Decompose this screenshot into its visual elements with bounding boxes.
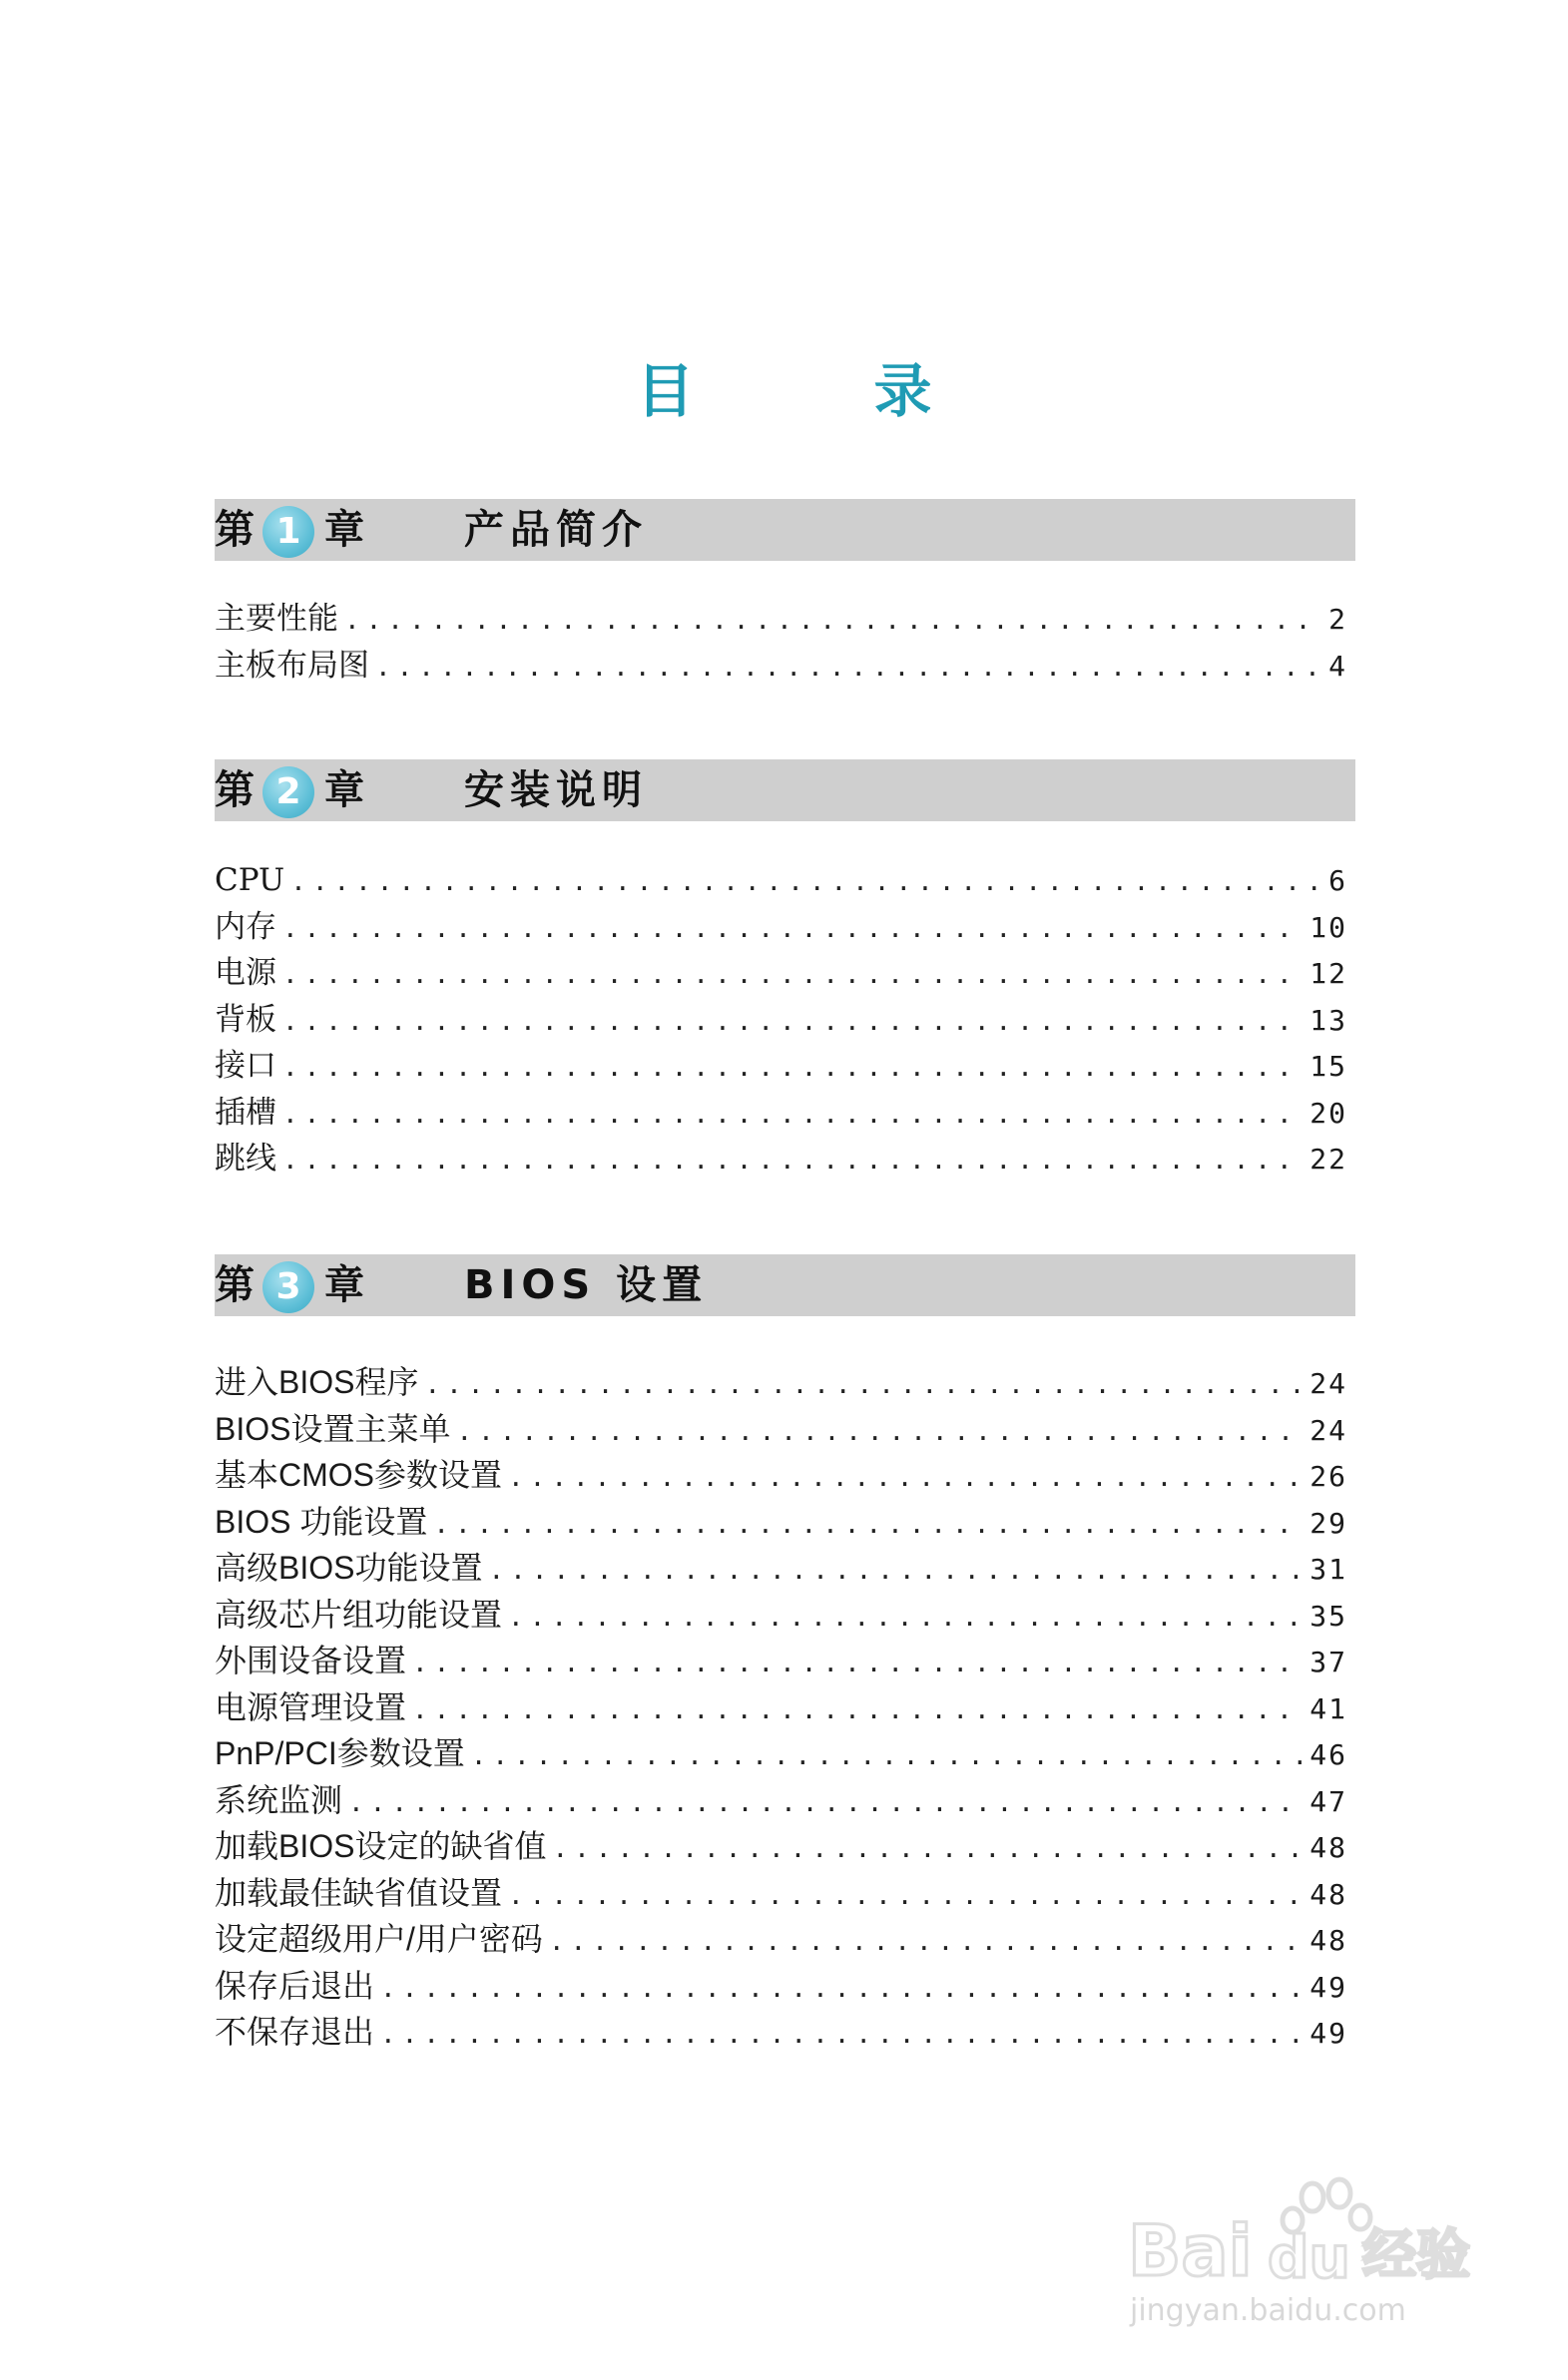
toc-entry-label: 不保存退出 (215, 2014, 375, 2050)
toc-entry-page: 22 (1309, 1143, 1347, 1176)
toc-entry[interactable] (215, 1499, 1347, 1546)
toc-entry-label: BIOS 功能设置 (215, 1503, 428, 1540)
toc-entry-page: 26 (1309, 1460, 1347, 1493)
toc-entry[interactable] (215, 1684, 1347, 1731)
chapter-2-header (215, 759, 1355, 821)
toc-entry-page: 46 (1309, 1738, 1347, 1771)
toc-entry-page: 48 (1309, 1924, 1347, 1957)
toc-leader-dots (424, 1362, 1302, 1406)
toc-entry-label: 电源 (215, 955, 276, 991)
chapter-title: 产品简介 (464, 507, 648, 553)
toc-entry-label: 跳线 (215, 1141, 276, 1177)
toc-leader-dots (348, 1780, 1302, 1824)
chapter-number-badge: 1 (262, 506, 314, 558)
toc-entry[interactable] (215, 904, 1347, 951)
chapter-2-toc (215, 857, 1347, 1183)
toc-leader-dots (508, 1595, 1302, 1639)
toc-entry-label: 外围设备设置 (215, 1643, 407, 1678)
chapter-3-toc (215, 1359, 1347, 2056)
toc-leader-dots (282, 1045, 1302, 1090)
chapter-1-toc (215, 596, 1347, 689)
toc-entry[interactable] (215, 1638, 1347, 1684)
toc-entry[interactable] (215, 1730, 1347, 1777)
toc-entry-label: 高级芯片组功能设置 (215, 1596, 503, 1633)
toc-leader-dots (282, 1092, 1302, 1137)
chapter-number-badge: 3 (262, 1261, 314, 1313)
toc-entry-label: 插槽 (215, 1094, 276, 1131)
chapter-3-header (215, 1254, 1355, 1316)
toc-entry-label: CPU (215, 862, 285, 898)
watermark-url: jingyan.baidu.com (1130, 2293, 1406, 2328)
toc-entry-page: 49 (1309, 2017, 1347, 2050)
toc-entry-label: 内存 (215, 908, 276, 945)
toc-entry-page: 12 (1309, 957, 1347, 990)
chapter-title: 安装说明 (464, 767, 648, 813)
toc-entry[interactable] (215, 1823, 1347, 1870)
toc-entry-label: 基本CMOS参数设置 (215, 1457, 503, 1493)
toc-entry[interactable] (215, 596, 1347, 643)
toc-leader-dots (282, 952, 1302, 997)
toc-leader-dots (456, 1409, 1302, 1453)
toc-entry-page: 2 (1328, 603, 1347, 636)
toc-leader-dots (552, 1826, 1302, 1870)
toc-entry-page: 41 (1309, 1691, 1347, 1725)
toc-entry-page: 24 (1309, 1413, 1347, 1447)
toc-leader-dots (290, 859, 1320, 904)
toc-entry[interactable] (215, 950, 1347, 997)
toc-entry-label: 加载最佳缺省值设置 (215, 1874, 503, 1911)
toc-leader-dots (433, 1502, 1302, 1546)
toc-entry-label: 电源管理设置 (215, 1688, 407, 1725)
toc-entry[interactable] (215, 1545, 1347, 1592)
chapter-suffix: 章 (324, 1262, 364, 1308)
toc-entry-page: 37 (1309, 1646, 1347, 1678)
toc-leader-dots (380, 1966, 1302, 2010)
toc-entry-page: 49 (1309, 1970, 1347, 2004)
toc-entry-page: 35 (1309, 1599, 1347, 1633)
toc-entry-page: 13 (1309, 1003, 1347, 1037)
toc-entry[interactable] (215, 1592, 1347, 1639)
toc-leader-dots (282, 906, 1302, 951)
svg-text:du: du (1268, 2223, 1350, 2291)
toc-leader-dots (375, 645, 1320, 690)
toc-entry-label: 系统监测 (215, 1781, 343, 1818)
toc-leader-dots (412, 1641, 1302, 1684)
toc-entry[interactable] (215, 857, 1347, 904)
toc-entry[interactable] (215, 2009, 1347, 2056)
page-title (0, 344, 1568, 428)
toc-entry[interactable] (215, 643, 1347, 690)
toc-leader-dots (412, 1687, 1302, 1731)
toc-leader-dots (549, 1919, 1302, 1963)
page-title-part2: 录 (873, 357, 932, 425)
toc-leader-dots (488, 1548, 1302, 1592)
toc-entry-label: PnP/PCI参数设置 (215, 1735, 465, 1771)
toc-entry[interactable] (215, 1406, 1347, 1453)
chapter-suffix: 章 (324, 767, 364, 813)
toc-entry[interactable] (215, 1870, 1347, 1917)
toc-entry-page: 48 (1309, 1877, 1347, 1911)
toc-leader-dots (380, 2012, 1302, 2056)
baidu-paw-logo-icon (1118, 2175, 1497, 2295)
toc-entry-page: 29 (1309, 1506, 1347, 1540)
toc-entry-page: 24 (1309, 1367, 1347, 1400)
toc-entry-page: 48 (1309, 1831, 1347, 1864)
toc-entry[interactable] (215, 1043, 1347, 1090)
page-title-part1: 目 (636, 357, 695, 425)
toc-entry-page: 20 (1309, 1096, 1347, 1130)
chapter-title: BIOS 设置 (464, 1262, 709, 1308)
toc-entry-page: 47 (1309, 1784, 1347, 1818)
toc-entry-label: 背板 (215, 1001, 276, 1038)
baidu-jingyan-watermark (1118, 2175, 1497, 2335)
toc-leader-dots (508, 1455, 1302, 1499)
chapter-suffix: 章 (324, 507, 364, 553)
toc-leader-dots (471, 1733, 1303, 1777)
toc-entry-label: 主要性能 (215, 601, 338, 637)
toc-leader-dots (282, 1138, 1302, 1183)
toc-entry-label: 进入BIOS程序 (215, 1364, 419, 1400)
toc-entry-label: 接口 (215, 1048, 276, 1084)
toc-entry-page: 10 (1309, 910, 1347, 944)
chapter-1-header (215, 499, 1355, 561)
toc-entry[interactable] (215, 1777, 1347, 1824)
svg-text:经验: 经验 (1362, 2223, 1470, 2286)
svg-text:Bai: Bai (1128, 2210, 1253, 2292)
chapter-number-badge: 2 (262, 766, 314, 818)
toc-leader-dots (282, 999, 1302, 1044)
toc-entry-page: 4 (1328, 649, 1347, 683)
toc-entry-label: BIOS设置主菜单 (215, 1410, 451, 1447)
toc-entry-label: 加载BIOS设定的缺省值 (215, 1828, 547, 1864)
toc-entry[interactable] (215, 1916, 1347, 1963)
toc-entry-label: 保存后退出 (215, 1967, 375, 2004)
toc-entry[interactable] (215, 1136, 1347, 1183)
toc-entry-page: 31 (1309, 1553, 1347, 1586)
toc-entry-label: 设定超级用户/用户密码 (215, 1921, 543, 1957)
toc-entry-page: 6 (1328, 864, 1347, 897)
chapter-prefix: 第 (215, 507, 255, 553)
toc-entry[interactable] (215, 1452, 1347, 1499)
toc-entry[interactable] (215, 1090, 1347, 1137)
toc-entry[interactable] (215, 997, 1347, 1044)
toc-entry-label: 高级BIOS功能设置 (215, 1550, 483, 1586)
toc-entry-label: 主板布局图 (215, 647, 369, 684)
toc-entry[interactable] (215, 1963, 1347, 2010)
chapter-prefix: 第 (215, 1262, 255, 1308)
toc-entry-page: 15 (1309, 1050, 1347, 1083)
chapter-prefix: 第 (215, 767, 255, 813)
toc-leader-dots (344, 598, 1320, 643)
toc-entry[interactable] (215, 1359, 1347, 1406)
toc-leader-dots (508, 1873, 1302, 1917)
